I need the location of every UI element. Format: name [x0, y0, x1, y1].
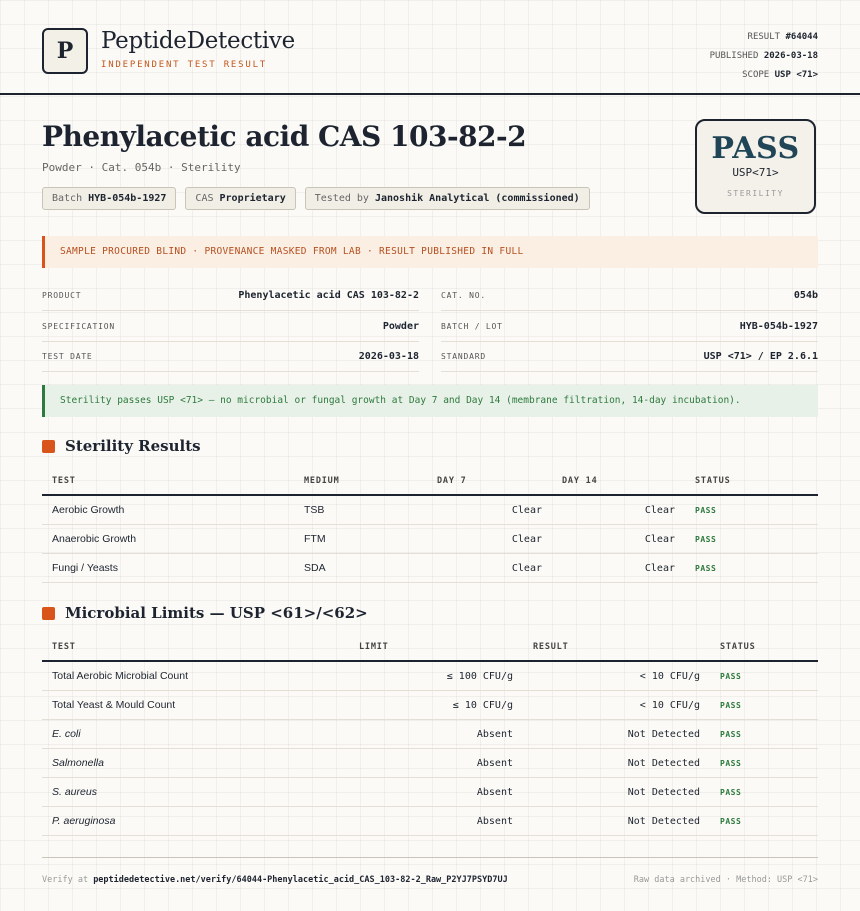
report-footer: [42, 857, 818, 898]
table-header-row: [42, 467, 818, 495]
detail-batch-lot: [441, 312, 818, 342]
cell-test: Salmonella: [42, 749, 349, 778]
detail-label: BATCH / LOT: [441, 322, 503, 331]
col-test: TEST: [42, 633, 349, 661]
detail-value: 054b: [793, 290, 818, 301]
cell-test: P. aeruginosa: [42, 807, 349, 836]
detail-test-date: [42, 342, 419, 372]
verdict-category: STERILITY: [727, 189, 784, 198]
detail-cat-no: [441, 281, 818, 311]
cell-test: Total Aerobic Microbial Count: [42, 661, 349, 691]
archive-note: Raw data archived · Method: USP <71>: [633, 875, 818, 885]
cell-test: Total Yeast & Mould Count: [42, 691, 349, 720]
microbial-section-title: [42, 604, 368, 622]
col-result: RESULT: [523, 633, 710, 661]
col-status: STATUS: [685, 467, 818, 495]
cell-medium: FTM: [294, 525, 427, 554]
cell-result: Not Detected: [523, 778, 710, 807]
status-badge: PASS: [710, 749, 818, 778]
cell-test: Aerobic Growth: [42, 495, 294, 525]
detail-specification: [42, 312, 419, 342]
table-row: [42, 691, 818, 720]
status-badge: PASS: [710, 691, 818, 720]
cell-result: Not Detected: [523, 720, 710, 749]
detail-label: TEST DATE: [42, 352, 93, 361]
cell-day7: Clear: [427, 525, 552, 554]
cell-limit: Absent: [349, 749, 523, 778]
status-badge: PASS: [710, 661, 818, 691]
status-badge: PASS: [685, 525, 818, 554]
cell-result: < 10 CFU/g: [523, 691, 710, 720]
table-row: [42, 525, 818, 554]
detail-value: Powder: [382, 321, 419, 332]
col-status: STATUS: [710, 633, 818, 661]
table-row: [42, 807, 818, 836]
col-day14: DAY 14: [552, 467, 685, 495]
table-row: [42, 495, 818, 525]
sterility-table: [42, 467, 818, 583]
cell-day14: Clear: [552, 525, 685, 554]
section-marker-icon: [42, 607, 55, 620]
meta-scope: SCOPE USP <71>: [742, 70, 818, 80]
cell-day14: Clear: [552, 554, 685, 583]
cell-test: E. coli: [42, 720, 349, 749]
col-limit: LIMIT: [349, 633, 523, 661]
cell-test: Anaerobic Growth: [42, 525, 294, 554]
cell-medium: TSB: [294, 495, 427, 525]
verify-link[interactable]: peptidedetective.net/verify/64044-Phenylacetic_acid_CAS_103-82-2_Raw_P2YJ7PSYD7UJ: [93, 875, 508, 885]
meta-published: PUBLISHED 2026-03-18: [709, 51, 818, 61]
detail-value: 2026-03-18: [358, 351, 419, 362]
sterility-section-title: [42, 437, 201, 455]
table-row: [42, 778, 818, 807]
col-test: TEST: [42, 467, 294, 495]
table-row: [42, 661, 818, 691]
brand-name: PeptideDetective: [101, 28, 295, 54]
detail-product: [42, 281, 419, 311]
section-title-text: Microbial Limits — USP <61>/<62>: [65, 604, 368, 622]
detail-value: HYB-054b-1927: [739, 321, 818, 332]
detail-label: STANDARD: [441, 352, 486, 361]
cell-day7: Clear: [427, 554, 552, 583]
verdict-result: PASS: [711, 131, 800, 166]
detail-label: CAT. NO.: [441, 291, 486, 300]
verdict-standard: USP<71>: [732, 166, 779, 179]
procurement-notice: SAMPLE PROCURED BLIND · PROVENANCE MASKED FROM LAB · RESULT PUBLISHED IN FULL: [42, 236, 818, 268]
page-subtitle: Powder · Cat. 054b · Sterility: [42, 161, 241, 174]
detail-label: PRODUCT: [42, 291, 82, 300]
chip-batch: Batch HYB-054b-1927: [42, 187, 176, 210]
cell-limit: Absent: [349, 778, 523, 807]
cell-limit: ≤ 100 CFU/g: [349, 661, 523, 691]
cell-limit: Absent: [349, 720, 523, 749]
cell-result: < 10 CFU/g: [523, 661, 710, 691]
detail-label: SPECIFICATION: [42, 322, 116, 331]
page-title: Phenylacetic acid CAS 103-82-2: [42, 120, 527, 153]
cell-test: S. aureus: [42, 778, 349, 807]
logo-mark: P: [42, 28, 88, 74]
detail-standard: [441, 342, 818, 372]
brand-subtitle: INDEPENDENT TEST RESULT: [101, 60, 268, 70]
result-summary: Sterility passes USP <71> — no microbial or fungal growth at Day 7 and Day 14 (membrane filtration, 14-day incubation).: [42, 385, 818, 417]
report-header: [0, 0, 860, 95]
cell-limit: ≤ 10 CFU/g: [349, 691, 523, 720]
section-title-text: Sterility Results: [65, 437, 201, 455]
status-badge: PASS: [685, 495, 818, 525]
report-meta: [710, 28, 818, 85]
table-row: [42, 749, 818, 778]
chip-tested-by: Tested by Janoshik Analytical (commissioned): [305, 187, 590, 210]
cell-limit: Absent: [349, 807, 523, 836]
detail-value: Phenylacetic acid CAS 103-82-2: [238, 290, 419, 301]
cell-medium: SDA: [294, 554, 427, 583]
section-marker-icon: [42, 440, 55, 453]
table-row: [42, 554, 818, 583]
table-row: [42, 720, 818, 749]
cell-day14: Clear: [552, 495, 685, 525]
status-badge: PASS: [710, 720, 818, 749]
status-badge: PASS: [685, 554, 818, 583]
microbial-table: [42, 633, 818, 836]
chip-cas: CAS Proprietary: [185, 187, 295, 210]
status-badge: PASS: [710, 778, 818, 807]
chip-row: [42, 187, 590, 210]
verify-text: Verify at peptidedetective.net/verify/64044-Phenylacetic_acid_CAS_103-82-2_Raw_P2YJ7PSYD7UJ: [42, 875, 508, 885]
col-day7: DAY 7: [427, 467, 552, 495]
status-badge: PASS: [710, 807, 818, 836]
cell-result: Not Detected: [523, 749, 710, 778]
verdict-badge: [695, 119, 816, 214]
col-medium: MEDIUM: [294, 467, 427, 495]
detail-value: USP <71> / EP 2.6.1: [703, 351, 818, 362]
table-header-row: [42, 633, 818, 661]
cell-test: Fungi / Yeasts: [42, 554, 294, 583]
cell-day7: Clear: [427, 495, 552, 525]
cell-result: Not Detected: [523, 807, 710, 836]
meta-result: RESULT #64044: [747, 32, 818, 42]
